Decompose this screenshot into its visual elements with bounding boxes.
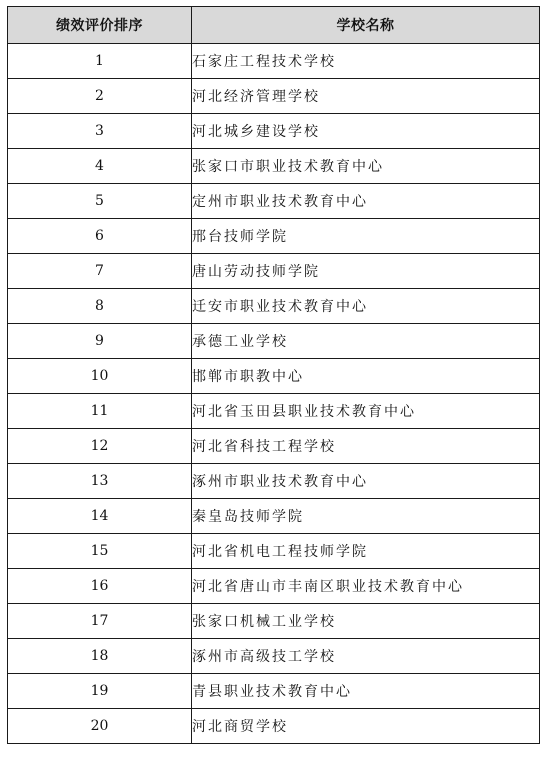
rank-cell: 4	[8, 149, 192, 184]
table-row	[8, 499, 540, 534]
school-column-header: 学校名称	[192, 7, 540, 44]
school-name-cell: 承德工业学校	[192, 324, 540, 359]
table-row	[8, 534, 540, 569]
table-row	[8, 604, 540, 639]
school-name-cell: 河北省玉田县职业技术教育中心	[192, 394, 540, 429]
rank-cell: 1	[8, 44, 192, 79]
school-name-cell: 河北经济管理学校	[192, 79, 540, 114]
table-header-row	[8, 7, 540, 44]
table-row	[8, 569, 540, 604]
school-name-cell: 涿州市职业技术教育中心	[192, 464, 540, 499]
table-row	[8, 324, 540, 359]
school-name-cell: 定州市职业技术教育中心	[192, 184, 540, 219]
table-row	[8, 114, 540, 149]
school-name-cell: 秦皇岛技师学院	[192, 499, 540, 534]
rank-cell: 5	[8, 184, 192, 219]
table-row	[8, 674, 540, 709]
school-name-cell: 涿州市高级技工学校	[192, 639, 540, 674]
rank-cell: 13	[8, 464, 192, 499]
table-row	[8, 254, 540, 289]
rank-cell: 15	[8, 534, 192, 569]
rank-column-header: 绩效评价排序	[8, 7, 192, 44]
rank-cell: 6	[8, 219, 192, 254]
school-name-cell: 河北省科技工程学校	[192, 429, 540, 464]
table-row	[8, 429, 540, 464]
table-row	[8, 289, 540, 324]
school-ranking-table	[7, 6, 540, 744]
school-name-cell: 石家庄工程技术学校	[192, 44, 540, 79]
school-name-cell: 河北省唐山市丰南区职业技术教育中心	[192, 569, 540, 604]
table-row	[8, 149, 540, 184]
table-row	[8, 219, 540, 254]
rank-cell: 16	[8, 569, 192, 604]
rank-cell: 10	[8, 359, 192, 394]
school-name-cell: 河北城乡建设学校	[192, 114, 540, 149]
table-row	[8, 639, 540, 674]
rank-cell: 12	[8, 429, 192, 464]
rank-cell: 14	[8, 499, 192, 534]
school-name-cell: 邯郸市职教中心	[192, 359, 540, 394]
school-name-cell: 邢台技师学院	[192, 219, 540, 254]
school-name-cell: 青县职业技术教育中心	[192, 674, 540, 709]
rank-cell: 2	[8, 79, 192, 114]
table-row	[8, 464, 540, 499]
rank-cell: 20	[8, 709, 192, 744]
school-name-cell: 河北商贸学校	[192, 709, 540, 744]
school-name-cell: 迁安市职业技术教育中心	[192, 289, 540, 324]
rank-cell: 11	[8, 394, 192, 429]
table-row	[8, 44, 540, 79]
school-name-cell: 河北省机电工程技师学院	[192, 534, 540, 569]
table-row	[8, 709, 540, 744]
table-row	[8, 79, 540, 114]
table-row	[8, 359, 540, 394]
rank-cell: 18	[8, 639, 192, 674]
rank-cell: 8	[8, 289, 192, 324]
rank-cell: 3	[8, 114, 192, 149]
table-body	[8, 44, 540, 744]
school-name-cell: 唐山劳动技师学院	[192, 254, 540, 289]
rank-cell: 17	[8, 604, 192, 639]
rank-cell: 7	[8, 254, 192, 289]
rank-cell: 19	[8, 674, 192, 709]
rank-cell: 9	[8, 324, 192, 359]
table-row	[8, 394, 540, 429]
table-row	[8, 184, 540, 219]
school-name-cell: 张家口机械工业学校	[192, 604, 540, 639]
school-name-cell: 张家口市职业技术教育中心	[192, 149, 540, 184]
